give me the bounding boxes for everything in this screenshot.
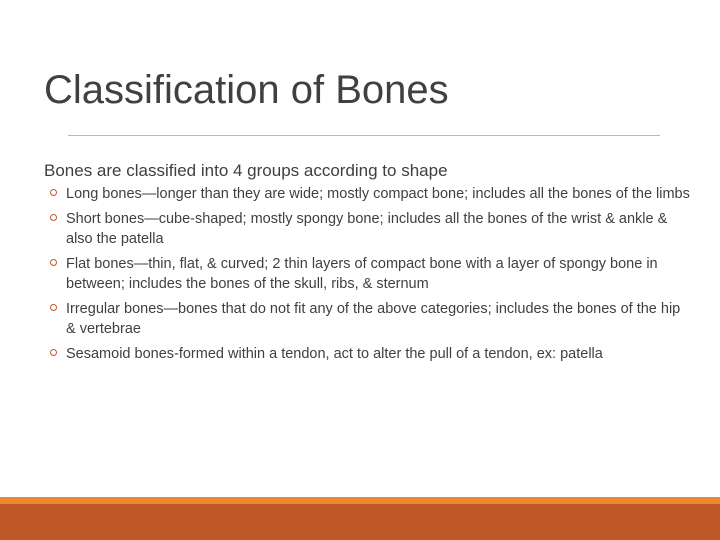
bullet-text: Irregular bones—bones that do not fit any of the above categories; includes the bones of the hip & vertebrae xyxy=(66,301,681,337)
slide-title: Classification of Bones xyxy=(44,68,449,112)
bullet-text: Sesamoid bones-formed within a tendon, act to alter the pull of a tendon, ex: patella xyxy=(66,346,603,362)
bullet-circle-icon xyxy=(50,189,57,196)
bullet-text: Flat bones—thin, flat, & curved; 2 thin layers of compact bone with a layer of spongy bone in between; includes the bones of the skull, ribs, & sternum xyxy=(66,256,658,292)
body-lead-text: Bones are classified into 4 groups according to shape xyxy=(44,161,448,180)
bullet-item-flat-bones xyxy=(50,254,690,294)
footer-accent-stripe xyxy=(0,497,720,504)
bullet-circle-icon xyxy=(50,304,57,311)
bullet-circle-icon xyxy=(50,259,57,266)
bullet-list xyxy=(50,184,690,369)
bullet-text: Long bones—longer than they are wide; mostly compact bone; includes all the bones of the limbs xyxy=(66,186,690,202)
bullet-item-sesamoid-bones xyxy=(50,344,690,364)
bullet-circle-icon xyxy=(50,214,57,221)
bullet-text: Short bones—cube-shaped; mostly spongy bone; includes all the bones of the wrist & ankle & also the patella xyxy=(66,211,668,247)
bullet-item-irregular-bones xyxy=(50,299,690,339)
bullet-item-short-bones xyxy=(50,209,690,249)
bullet-item-long-bones xyxy=(50,184,690,204)
footer-accent-bar xyxy=(0,504,720,540)
title-divider xyxy=(68,135,660,136)
bullet-circle-icon xyxy=(50,349,57,356)
